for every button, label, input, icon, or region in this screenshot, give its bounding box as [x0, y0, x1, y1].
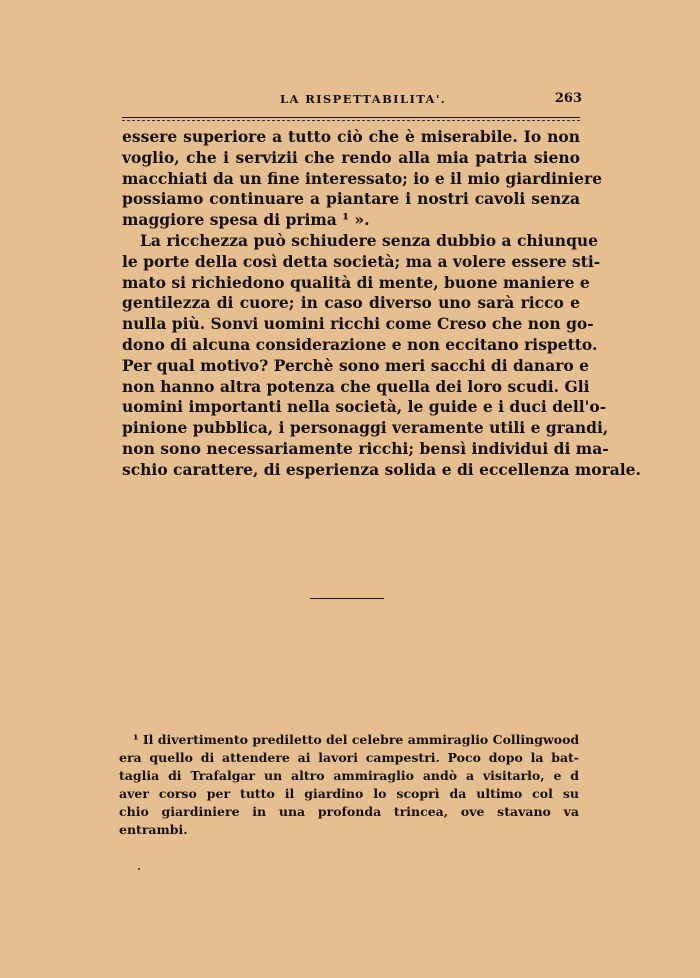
section-divider	[310, 598, 384, 599]
text-line: essere superiore a tutto ciò che è miserabile. Io non	[122, 127, 580, 146]
text-line: non sono necessariamente ricchi; bensì individui di ma-	[122, 438, 609, 458]
page-header	[122, 92, 582, 112]
text-line: Per qual motivo? Perchè sono meri sacchi di danaro e	[122, 355, 589, 375]
text-line: schio carattere, di esperienza solida e di eccellenza morale.	[122, 459, 641, 479]
text-line: non hanno altra potenza che quella dei loro scudi. Gli	[122, 376, 590, 396]
footnote-line: chio giardiniere in una profonda trincea, ove stavano va	[119, 804, 579, 819]
footnote-line: aver corso per tutto il giardino lo scoprì da ultimo col su	[119, 786, 579, 801]
text-line: possiamo continuare a piantare i nostri cavoli senza	[122, 189, 580, 209]
ink-speck	[138, 868, 140, 870]
footnote-line: taglia di Trafalgar un altro ammiraglio andò a visitarlo, e d	[119, 768, 579, 783]
text-line: La ricchezza può schiudere senza dubbio a chiunque	[140, 230, 599, 250]
text-line: pinione pubblica, i personaggi veramente utili e grandi,	[122, 418, 609, 438]
footnote	[119, 731, 579, 839]
footnote-line: era quello di attendere ai lavori campestri. Poco dopo la bat-	[119, 750, 579, 765]
text-line: macchiati da un fine interessato; io e il mio giardiniere	[122, 168, 603, 188]
text-line: dono di alcuna considerazione e non eccitano rispetto.	[122, 334, 598, 354]
text-line: maggiore spesa di prima ¹ ».	[122, 210, 370, 230]
header-rule	[122, 117, 580, 118]
footnote-line: entrambi.	[119, 822, 188, 837]
text-line: le porte della così detta società; ma a volere essere sti-	[122, 251, 601, 271]
body-text	[122, 127, 641, 481]
footnote-line: ¹ Il divertimento prediletto del celebre ammiraglio Collingwood	[133, 732, 580, 747]
text-line: gentilezza di cuore; in caso diverso uno sarà ricco e	[122, 293, 580, 313]
text-line: voglio, che i servizii che rendo alla mia patria sieno	[122, 147, 580, 167]
running-title: LA RISPETTABILITA'.	[280, 92, 447, 106]
page-number: 263	[554, 91, 582, 106]
text-line: mato si richiedono qualità di mente, buone maniere e	[122, 272, 590, 292]
text-line: nulla più. Sonvi uomini ricchi come Creso che non go-	[122, 314, 594, 334]
text-line: uomini importanti nella società, le guide e i duci dell'o-	[122, 397, 607, 417]
